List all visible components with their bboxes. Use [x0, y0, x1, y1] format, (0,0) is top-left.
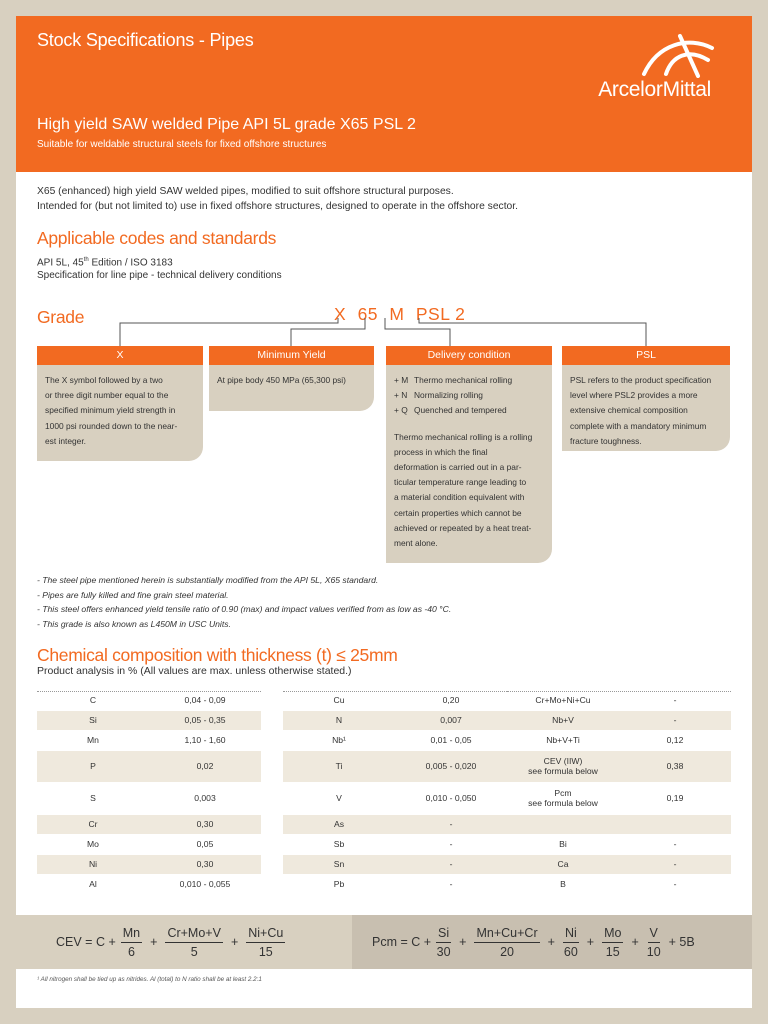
denominator: 15	[605, 944, 620, 959]
chem-row	[37, 690, 261, 710]
fraction	[602, 926, 623, 959]
note-item: - Pipes are fully killed and fine grain steel material.	[37, 589, 229, 600]
chem-row	[507, 730, 731, 750]
intro-text	[37, 184, 518, 214]
fraction	[246, 926, 285, 959]
arcelormittal-logo-icon	[636, 30, 716, 78]
chem-value: 0,38	[619, 750, 731, 782]
pcm-lhs: Pcm = C +	[372, 935, 432, 949]
codes-edition-sup: th	[83, 257, 89, 263]
numerator: Cr+Mo+V	[165, 926, 223, 943]
intro-line: X65 (enhanced) high yield SAW welded pipes, modified to suit offshore structural purposes.	[37, 186, 454, 197]
chem-value: 0,12	[619, 730, 731, 750]
chem-row	[507, 834, 731, 854]
delivery-code: + Q	[394, 405, 408, 416]
chem-value: -	[395, 834, 507, 854]
delivery-row	[394, 388, 544, 403]
codes-edition: API 5L, 45	[37, 257, 84, 269]
grade-code-psl: PSL 2	[415, 304, 466, 324]
fraction	[436, 926, 451, 959]
chem-value: 0,010 - 0,055	[149, 874, 261, 894]
chem-element: N	[283, 710, 395, 730]
desc-line: fracture toughness.	[570, 435, 642, 446]
denominator: 30	[436, 944, 451, 959]
chem-element: Mo	[37, 834, 149, 854]
desc-line: or three digit number equal to the	[45, 390, 169, 401]
footnote: ¹ All nitrogen shall be tied up as nitrides. Al (total) to N ratio shall be at least 2.2:1	[37, 976, 262, 983]
grade-box-psl: PSL	[562, 346, 730, 365]
chem-row	[37, 874, 261, 894]
chem-row	[37, 854, 261, 874]
chem-row	[37, 710, 261, 730]
desc-line: process in which the final	[394, 446, 488, 457]
chem-value: 0,30	[149, 854, 261, 874]
pipe-title: High yield SAW welded Pipe API 5L grade X65 PSL 2	[37, 116, 416, 133]
chem-element: Nb+V+Ti	[507, 730, 619, 750]
chem-value: 0,05 - 0,35	[149, 710, 261, 730]
desc-line: At pipe body 450 MPa (65,300 psi)	[217, 375, 346, 385]
chem-value: -	[619, 874, 731, 894]
chem-value: 0,02	[149, 750, 261, 782]
chem-row	[37, 814, 261, 834]
denominator: 60	[563, 944, 578, 959]
chem-row	[283, 750, 507, 782]
grade-heading: Grade	[37, 307, 85, 327]
chem-value: -	[619, 854, 731, 874]
desc-line: ment alone.	[394, 538, 438, 549]
notes-list	[37, 573, 451, 631]
chem-element: Cr	[37, 814, 149, 834]
cev-formula	[56, 915, 290, 969]
chem-value: 0,04 - 0,09	[149, 690, 261, 710]
chem-row	[507, 814, 731, 834]
numerator: Ni+Cu	[246, 926, 285, 943]
codes-heading: Applicable codes and standards	[37, 228, 277, 248]
grade-code	[334, 304, 465, 325]
grade-code-65: 65	[357, 304, 379, 324]
fraction	[165, 926, 223, 959]
chem-element: Ni	[37, 854, 149, 874]
chem-value: 0,007	[395, 710, 507, 730]
chem-element: Bi	[507, 834, 619, 854]
chem-value: -	[619, 710, 731, 730]
denominator: 20	[500, 944, 514, 959]
grade-desc-psl	[562, 365, 730, 451]
plus-sign: +	[586, 935, 595, 949]
codes-standard: Edition / ISO 3183	[88, 257, 173, 269]
grade-desc-minimum-yield	[209, 365, 374, 411]
chem-value: 0,01 - 0,05	[395, 730, 507, 750]
numerator: Mo	[602, 926, 623, 943]
spec-sheet	[16, 16, 752, 1008]
delivery-code: + M	[394, 375, 409, 385]
chem-element: S	[37, 782, 149, 814]
delivery-text: Quenched and tempered	[414, 405, 507, 416]
numerator: Mn	[121, 926, 142, 943]
pipe-subtitle: Suitable for weldable structural steels for fixed offshore structures	[37, 139, 327, 150]
chem-value: 0,005 - 0,020	[395, 750, 507, 782]
grade-desc-x	[37, 365, 203, 461]
chem-element: Mn	[37, 730, 149, 750]
plus-sign: +	[230, 935, 239, 949]
numerator: Ni	[563, 926, 579, 943]
chem-element: Nb+V	[507, 710, 619, 730]
delivery-text: Thermo mechanical rolling	[414, 375, 513, 385]
chem-value: 0,19	[619, 782, 731, 814]
document-title: Stock Specifications - Pipes	[37, 30, 254, 50]
chem-element: Cu	[283, 690, 395, 710]
chemical-subheading: Product analysis in % (All values are max. unless otherwise stated.)	[37, 665, 352, 677]
grade-desc-delivery-condition	[386, 365, 552, 563]
fraction	[563, 926, 579, 959]
denominator: 5	[190, 944, 198, 959]
chem-element: B	[507, 874, 619, 894]
chem-element: As	[283, 814, 395, 834]
chem-element: Si	[37, 710, 149, 730]
chem-element: Al	[37, 874, 149, 894]
chem-element: CEV (IIW) see formula below	[507, 750, 619, 782]
chem-row	[507, 874, 731, 894]
header-banner	[16, 16, 752, 172]
chem-element: Sb	[283, 834, 395, 854]
numerator: Si	[436, 926, 451, 943]
chem-row	[283, 854, 507, 874]
grade-box-minimum-yield: Minimum Yield	[209, 346, 374, 365]
desc-line: achieved or repeated by a heat treat-	[394, 522, 532, 533]
note-item: - The steel pipe mentioned herein is substantially modified from the API 5L, X65 standard.	[37, 575, 379, 585]
desc-line: ticular temperature range leading to	[394, 477, 527, 488]
note-item: - This steel offers enhanced yield tensile ratio of 0.90 (max) and impact values verified from as low as -40 °C.	[37, 604, 452, 614]
chem-value: -	[395, 874, 507, 894]
chem-element: Sn	[283, 854, 395, 874]
fraction	[647, 926, 661, 959]
chem-value: 0,20	[395, 690, 507, 710]
grade-code-x: X	[334, 304, 347, 324]
plus-sign: +	[459, 935, 467, 949]
chem-value: 0,30	[149, 814, 261, 834]
chem-value: -	[395, 854, 507, 874]
delivery-row	[394, 373, 544, 388]
chem-element: Nb¹	[283, 730, 395, 750]
desc-line: complete with a mandatory minimum	[570, 420, 707, 431]
chem-value: -	[395, 814, 507, 834]
desc-line: 1000 psi rounded down to the near-	[45, 420, 178, 431]
delivery-text: Normalizing rolling	[414, 390, 483, 401]
chem-element: Pcm see formula below	[507, 782, 619, 814]
chem-value: 1,10 - 1,60	[149, 730, 261, 750]
plus-sign: +	[631, 935, 639, 949]
chem-element: C	[37, 690, 149, 710]
chem-row	[37, 782, 261, 814]
chem-element: P	[37, 750, 149, 782]
chem-element: Pb	[283, 874, 395, 894]
desc-line: level where PSL2 provides a more	[570, 390, 698, 401]
note-item: - This grade is also known as L450M in USC Units.	[37, 618, 231, 629]
chem-value: 0,003	[149, 782, 261, 814]
chem-row	[37, 730, 261, 750]
pcm-tail: + 5B	[668, 935, 695, 949]
desc-line: PSL refers to the product specification	[570, 375, 712, 385]
chem-row	[283, 710, 507, 730]
chem-value	[619, 814, 731, 834]
desc-line: a material condition equivalent with	[394, 492, 525, 503]
chem-row	[507, 710, 731, 730]
chem-row	[283, 782, 507, 814]
desc-line: The X symbol followed by a two	[45, 375, 163, 385]
denominator: 10	[646, 944, 661, 959]
fraction	[121, 926, 142, 959]
chem-element: V	[283, 782, 395, 814]
brand-name: ArcelorMittal	[598, 78, 711, 101]
chem-row	[283, 874, 507, 894]
chem-row	[507, 854, 731, 874]
grade-box-x: X	[37, 346, 203, 365]
pcm-formula	[372, 915, 698, 969]
desc-line: extensive chemical composition	[570, 405, 688, 416]
chem-element: Ti	[283, 750, 395, 782]
chemical-heading: Chemical composition with thickness (t) ≤ 25mm	[37, 645, 398, 665]
chemical-table-3	[507, 690, 731, 895]
grade-box-delivery-condition: Delivery condition	[386, 346, 552, 365]
chem-element: Cr+Mo+Ni+Cu	[507, 690, 619, 710]
chem-row	[507, 750, 731, 782]
chem-element	[507, 814, 619, 834]
desc-line: Thermo mechanical rolling is a rolling	[394, 431, 533, 442]
chem-value: -	[619, 834, 731, 854]
chem-row	[37, 834, 261, 854]
chem-row	[507, 690, 731, 710]
chem-row	[283, 834, 507, 854]
intro-line: Intended for (but not limited to) use in fixed offshore structures, designed to operate in the offshore sector.	[37, 201, 518, 212]
codes-description: Specification for line pipe - technical delivery conditions	[37, 270, 282, 281]
numerator: V	[648, 926, 660, 943]
chem-row	[283, 730, 507, 750]
chem-row	[283, 690, 507, 710]
denominator: 6	[127, 944, 135, 959]
numerator: Mn+Cu+Cr	[474, 926, 539, 943]
delivery-code: + N	[394, 390, 408, 401]
chem-row	[507, 782, 731, 814]
chem-element: Ca	[507, 854, 619, 874]
plus-sign: +	[150, 935, 158, 949]
desc-line: specified minimum yield strength in	[45, 405, 176, 416]
chem-value: -	[619, 690, 731, 710]
chem-row	[37, 750, 261, 782]
desc-line: deformation is carried out in a par-	[394, 462, 522, 473]
desc-line: certain properties which cannot be	[394, 507, 522, 518]
chemical-table-2	[283, 690, 507, 895]
plus-sign: +	[547, 935, 555, 949]
chemical-table-1	[37, 690, 261, 895]
chem-row	[283, 814, 507, 834]
grade-code-m: M	[389, 304, 405, 324]
denominator: 15	[258, 944, 273, 959]
fraction	[474, 926, 539, 959]
delivery-row	[394, 403, 544, 418]
desc-line: est integer.	[45, 435, 86, 446]
cev-lhs: CEV = C +	[56, 935, 116, 949]
chem-value: 0,05	[149, 834, 261, 854]
chem-value: 0,010 - 0,050	[395, 782, 507, 814]
